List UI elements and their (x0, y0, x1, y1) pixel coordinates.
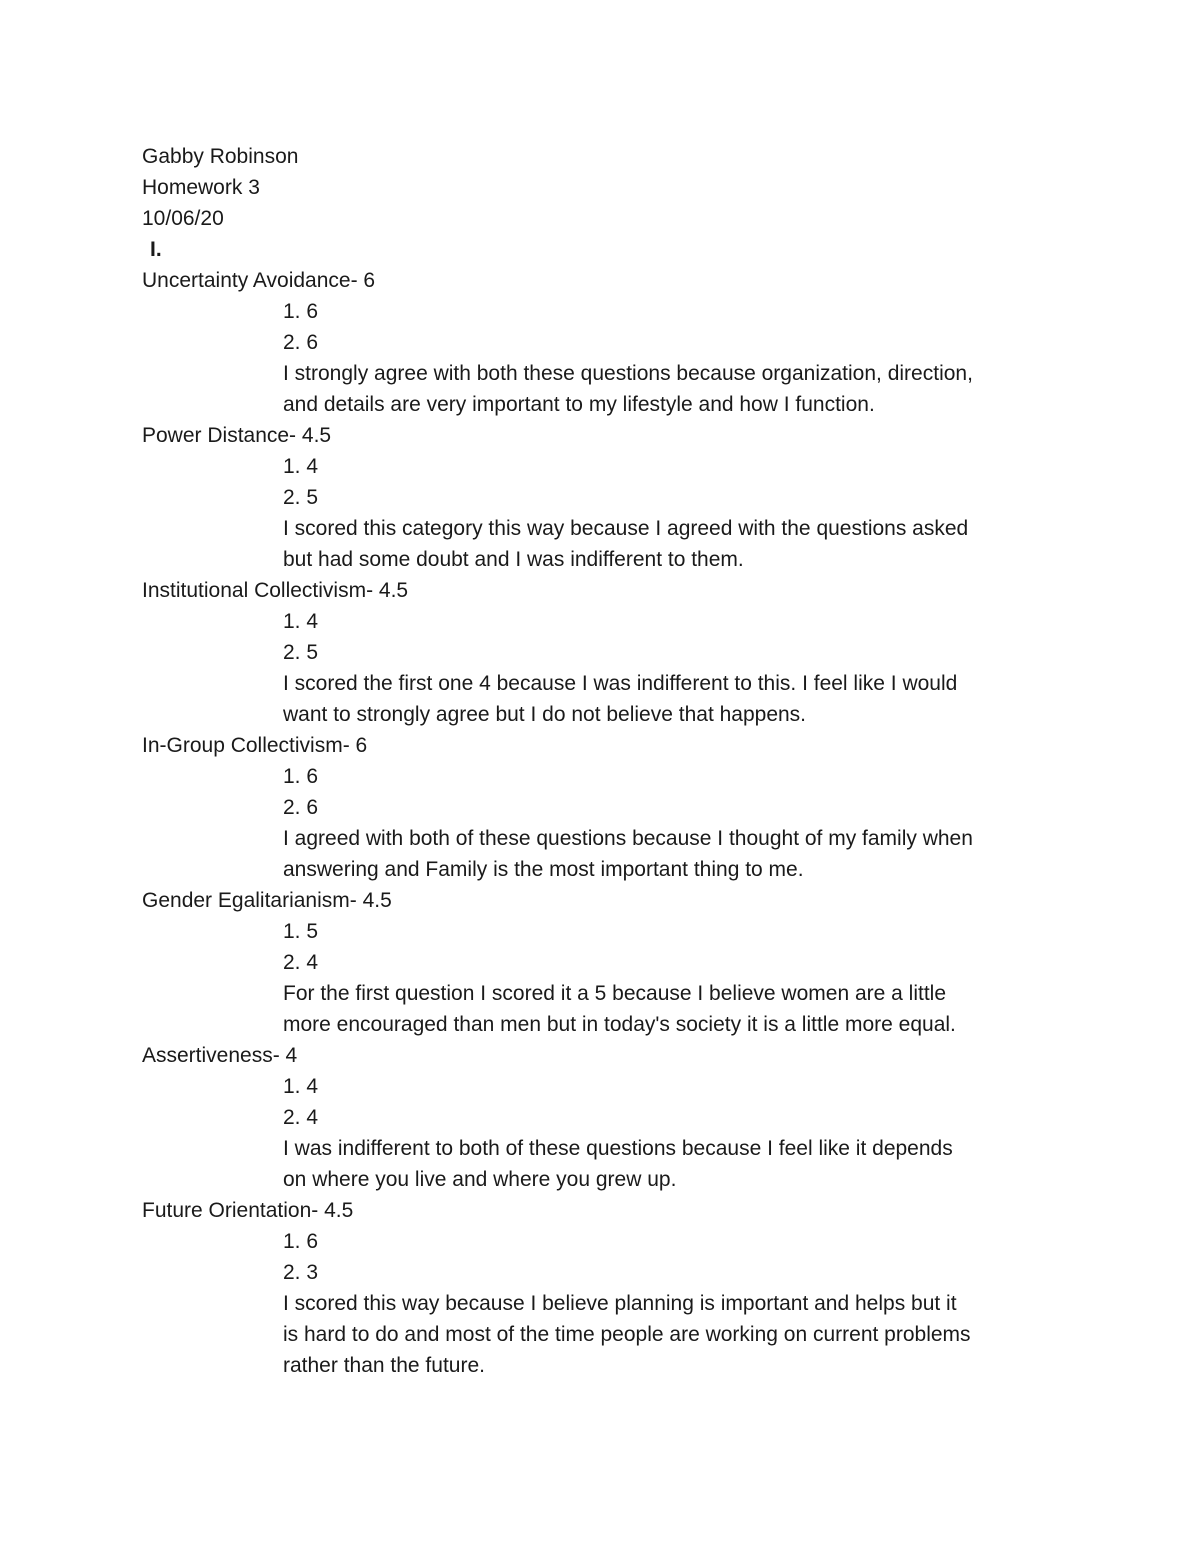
question-1-score: 1. 4 (283, 610, 319, 633)
explanation-line: I strongly agree with both these questions because organization, direction, (283, 362, 973, 385)
category-title: Institutional Collectivism- 4.5 (142, 579, 409, 602)
explanation-line: and details are very important to my lifestyle and how I function. (283, 393, 875, 416)
question-1-score: 1. 4 (283, 455, 319, 478)
category-block (142, 265, 1082, 420)
category-block (142, 420, 1082, 575)
section-marker: I. (150, 238, 162, 261)
explanation-line: I scored the first one 4 because I was indifferent to this. I feel like I would (283, 672, 958, 695)
question-2-score: 2. 5 (283, 641, 319, 664)
assignment-date: 10/06/20 (142, 207, 224, 230)
category-block (142, 885, 1082, 1040)
category-block (142, 1195, 1082, 1381)
explanation-line: For the first question I scored it a 5 because I believe women are a little (283, 982, 947, 1005)
category-title: Gender Egalitarianism- 4.5 (142, 889, 392, 912)
question-1-score: 1. 5 (283, 920, 319, 943)
explanation-line: rather than the future. (283, 1354, 485, 1377)
question-1-score: 1. 6 (283, 300, 319, 323)
question-2-score: 2. 3 (283, 1261, 319, 1284)
category-block (142, 730, 1082, 885)
explanation-line: I agreed with both of these questions because I thought of my family when (283, 827, 973, 850)
question-1-score: 1. 6 (283, 765, 319, 788)
explanation-line: I scored this category this way because I agreed with the questions asked (283, 517, 969, 540)
question-2-score: 2. 5 (283, 486, 319, 509)
category-list (142, 265, 1082, 1381)
category-title: Uncertainty Avoidance- 6 (142, 269, 376, 292)
question-2-score: 2. 4 (283, 951, 319, 974)
category-title: In-Group Collectivism- 6 (142, 734, 368, 757)
student-name: Gabby Robinson (142, 145, 299, 168)
document-body (142, 141, 1082, 1381)
explanation-line: more encouraged than men but in today's society it is a little more equal. (283, 1013, 956, 1036)
category-title: Assertiveness- 4 (142, 1044, 298, 1067)
category-title: Future Orientation- 4.5 (142, 1199, 354, 1222)
explanation-line: I was indifferent to both of these questions because I feel like it depends (283, 1137, 953, 1160)
explanation-line: I scored this way because I believe planning is important and helps but it (283, 1292, 957, 1315)
explanation-line: but had some doubt and I was indifferent to them. (283, 548, 744, 571)
category-block (142, 575, 1082, 730)
question-1-score: 1. 6 (283, 1230, 319, 1253)
explanation-line: is hard to do and most of the time people are working on current problems (283, 1323, 971, 1346)
question-1-score: 1. 4 (283, 1075, 319, 1098)
explanation-line: want to strongly agree but I do not believe that happens. (283, 703, 807, 726)
assignment-title: Homework 3 (142, 176, 260, 199)
explanation-line: answering and Family is the most important thing to me. (283, 858, 804, 881)
question-2-score: 2. 6 (283, 331, 319, 354)
category-block (142, 1040, 1082, 1195)
category-title: Power Distance- 4.5 (142, 424, 332, 447)
question-2-score: 2. 4 (283, 1106, 319, 1129)
explanation-line: on where you live and where you grew up. (283, 1168, 677, 1191)
question-2-score: 2. 6 (283, 796, 319, 819)
